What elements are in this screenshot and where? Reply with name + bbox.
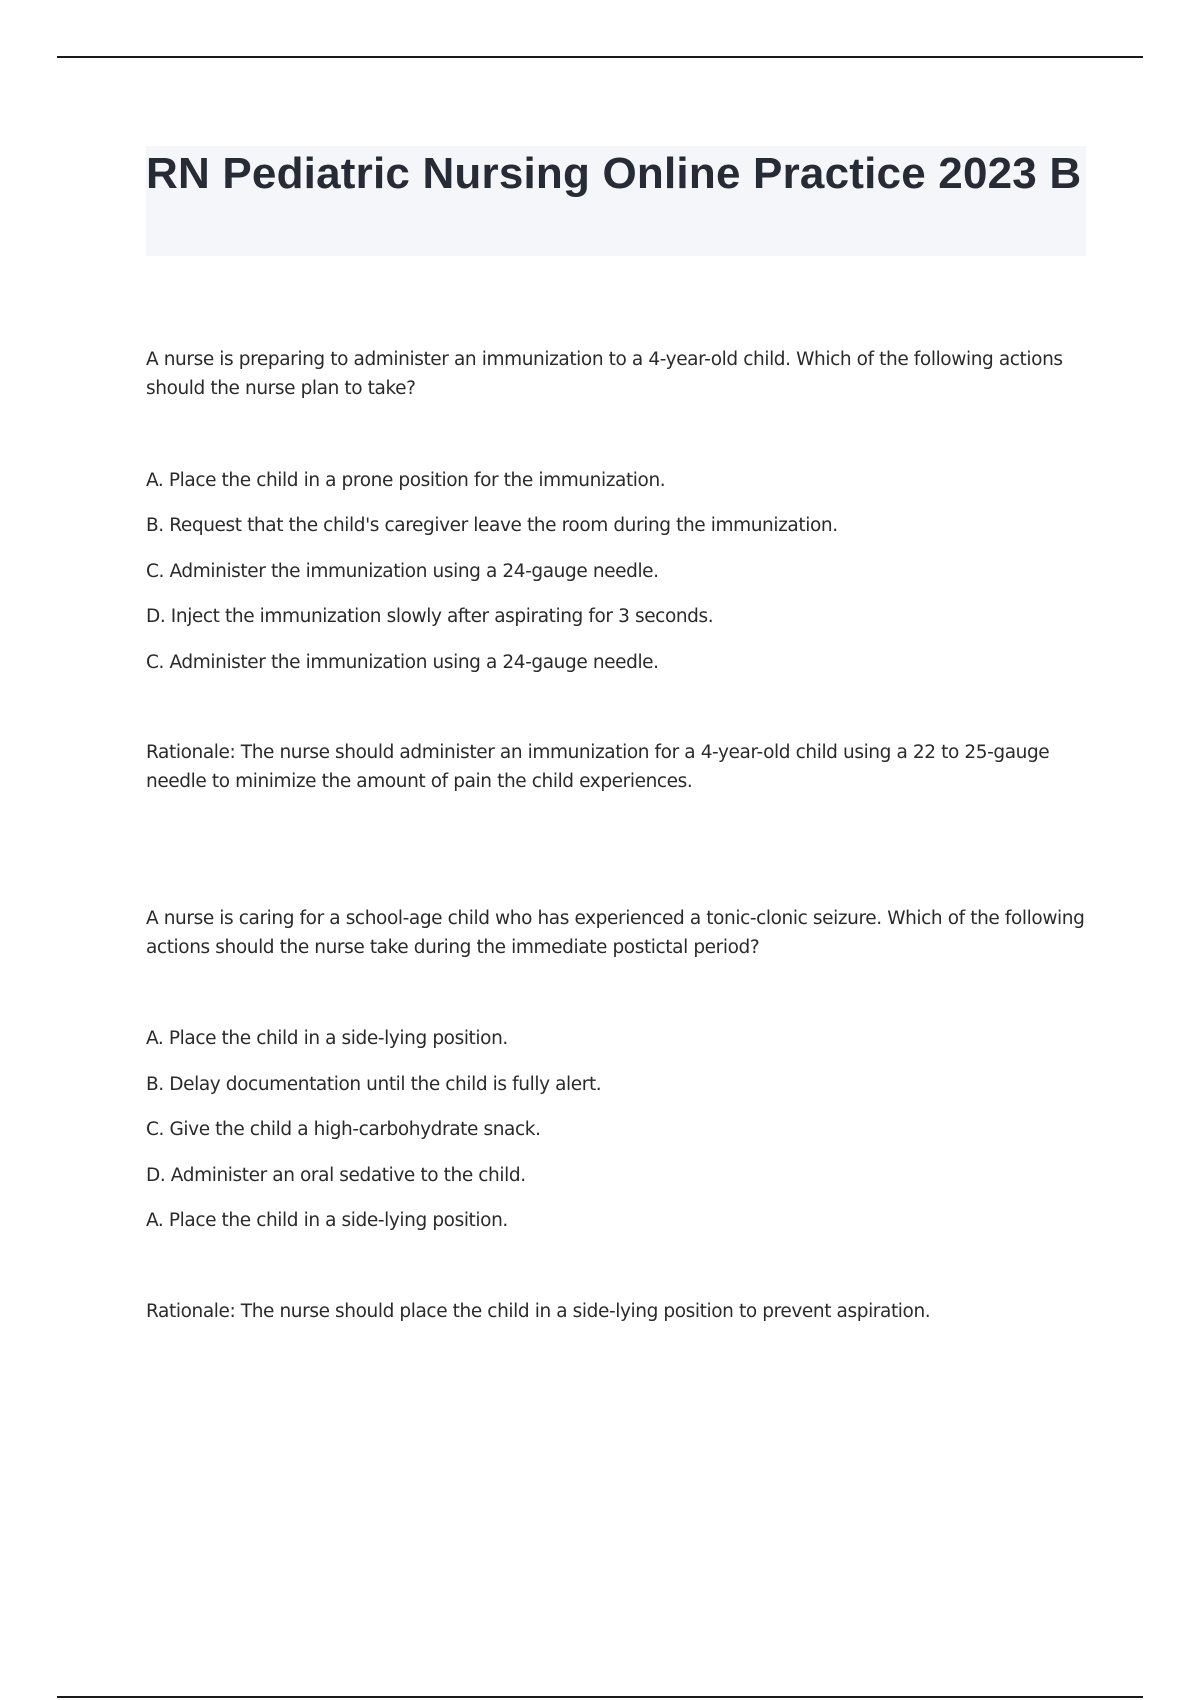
question-2-option-b: B. Delay documentation until the child is fully alert. xyxy=(146,1074,602,1095)
top-rule xyxy=(57,56,1143,58)
question-2-rationale: Rationale: The nurse should place the child in a side-lying position to prevent aspiration. xyxy=(146,1301,931,1322)
question-2-option-a: A. Place the child in a side-lying position. xyxy=(146,1028,508,1049)
question-1-option-c: C. Administer the immunization using a 24-gauge needle. xyxy=(146,561,659,582)
question-1-rationale: Rationale: The nurse should administer an immunization for a 4-year-old child using a 22 to 25-gauge needle to minimize the amount of pain the child experiences. xyxy=(146,742,1050,792)
question-1-option-b: B. Request that the child's caregiver leave the room during the immunization. xyxy=(146,515,838,536)
question-2-option-c: C. Give the child a high-carbohydrate snack. xyxy=(146,1119,541,1140)
question-2-answer: A. Place the child in a side-lying position. xyxy=(146,1210,508,1231)
question-1-prompt: A nurse is preparing to administer an immunization to a 4-year-old child. Which of the following actions should the nurse plan to take? xyxy=(146,349,1063,399)
question-2-prompt: A nurse is caring for a school-age child who has experienced a tonic-clonic seizure. Which of the following actions should the nurse take during the immediate postictal period? xyxy=(146,908,1085,958)
question-1-option-d: D. Inject the immunization slowly after aspirating for 3 seconds. xyxy=(146,606,714,627)
page-title: RN Pediatric Nursing Online Practice 2023 B xyxy=(146,149,1082,198)
question-1-answer: C. Administer the immunization using a 24-gauge needle. xyxy=(146,652,659,673)
bottom-rule xyxy=(57,1696,1143,1698)
question-2-option-d: D. Administer an oral sedative to the child. xyxy=(146,1165,526,1186)
question-1-option-a: A. Place the child in a prone position for the immunization. xyxy=(146,470,666,491)
